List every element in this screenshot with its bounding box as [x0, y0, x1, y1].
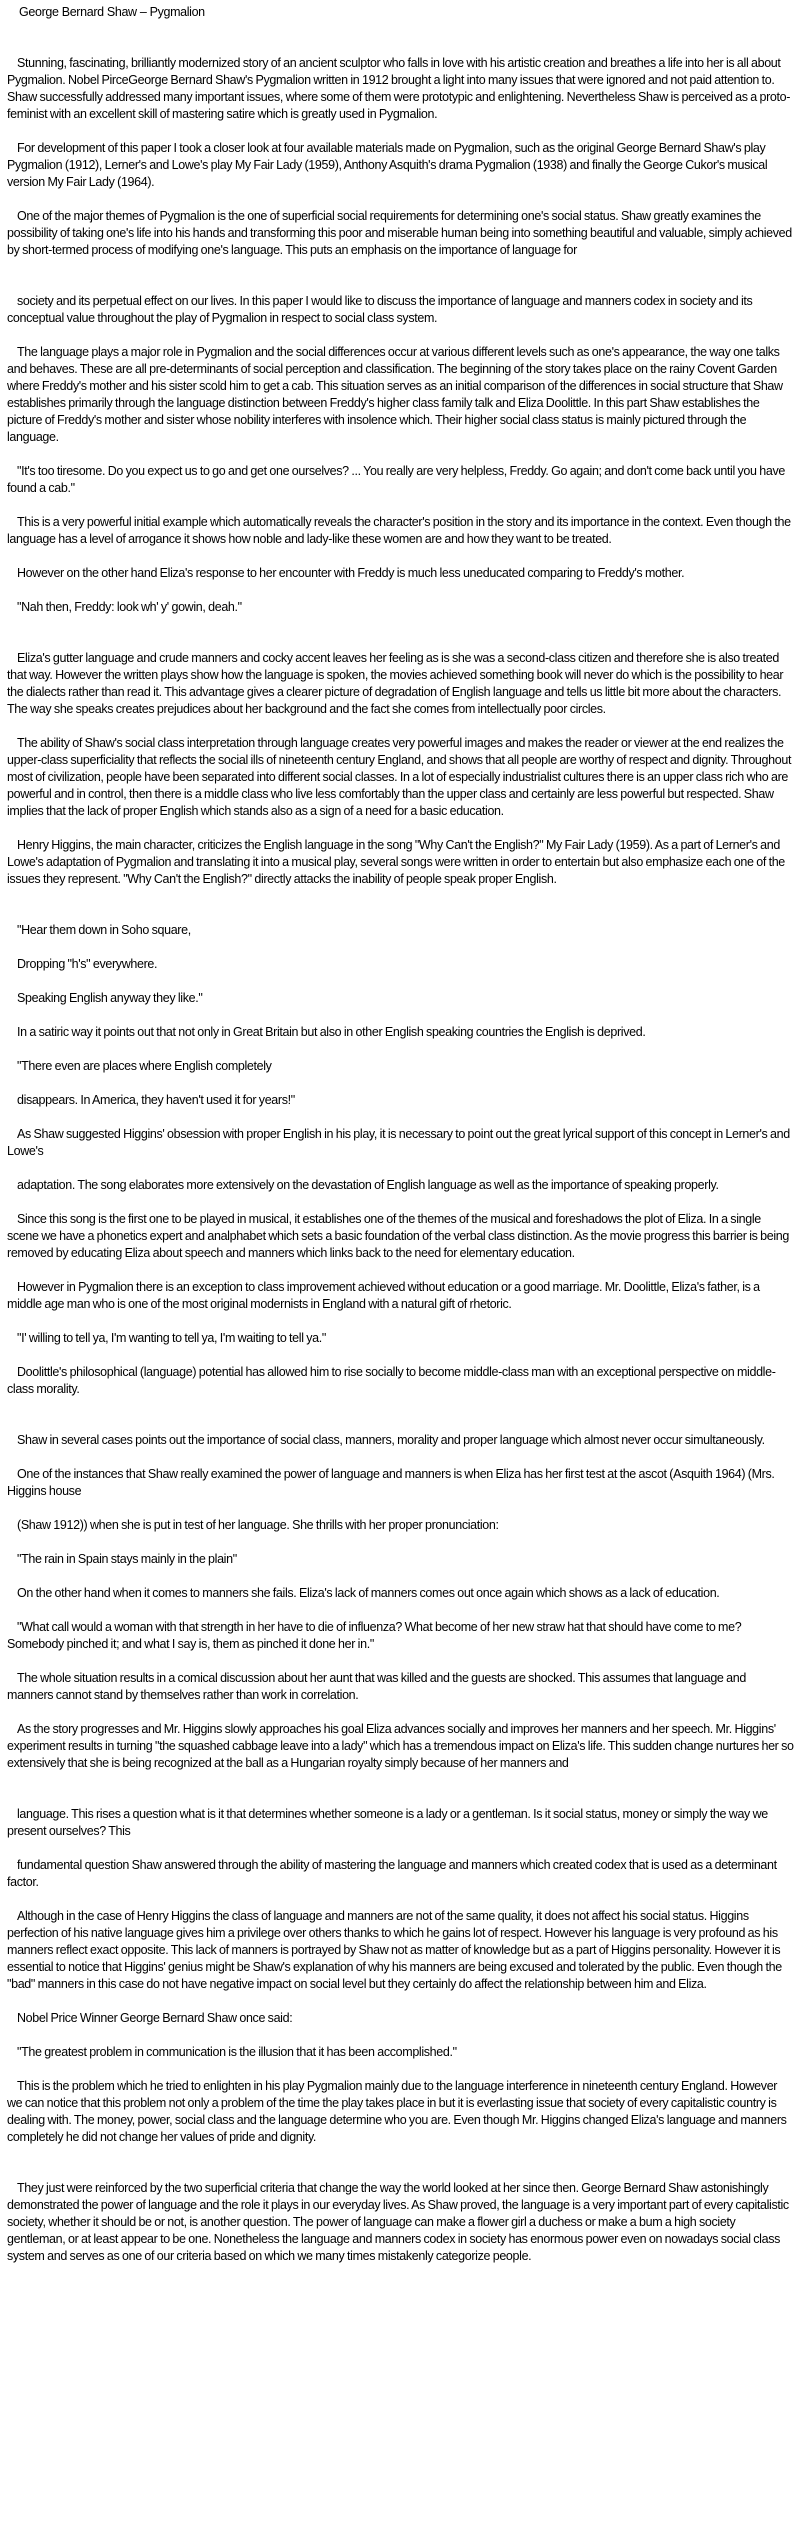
quote: "The greatest problem in communication is the illusion that it has been accomplished."	[17, 2045, 457, 2059]
paragraph: Although in the case of Henry Higgins the class of language and manners are not of the same quality, it does not affect his social status. Higgins perfection of his native language gives him a privilege over others thanks to which he gains lot of respect. However his language is very profound as his manners reflect exact opposite. This lack of manners is portrayed by Shaw not as matter of knowledge but as a part of Higgins personality. However it is essential to notice that Higgins' genius might be Shaw's explanation of why his manners are being excused and tolerated by the public. Even though the "bad" manners in this case do not have negative impact on social level but they certainly do affect the relationship between him and Eliza.	[7, 1909, 782, 1991]
paragraph: They just were reinforced by the two superficial criteria that change the way the world looked at her since then. George Bernard Shaw astonishingly demonstrated the power of language and the role it plays in our everyday lives. As Shaw proved, the language is a very important part of every capitalistic society, whether it should be or not, is another question. The power of language can make a flower girl a duchess or make a bum a high society gentleman, or at least appear to be one. Nonetheless the language and manners codex in society has enormous power even on nowadays social class system and serves as one of our criteria based on which we many times mistakenly categorize people.	[7, 2181, 789, 2263]
paragraph: One of the major themes of Pygmalion is the one of superficial social requirements for determining one's social status. Shaw greatly examines the possibility of taking one's life into his hands and transforming this poor and miserable human being into something beautiful and valuable, simply achieved by short-termed process of modifying one's language. This puts an emphasis on the importance of language for	[7, 209, 792, 257]
paragraph: However on the other hand Eliza's response to her encounter with Freddy is much less uneducated comparing to Freddy's mother.	[17, 566, 685, 580]
paragraph: As the story progresses and Mr. Higgins slowly approaches his goal Eliza advances socially and improves her manners and her speech. Mr. Higgins' experiment results in turning "the squashed cabbage leave into a lady" which has a tremendous impact on Eliza's life. This sudden change nurtures her so extensively that she is being recognized at the ball as a Hungarian royalty simply because of her manners and	[7, 1722, 794, 1770]
paragraph: The language plays a major role in Pygmalion and the social differences occur at various different levels such as one's appearance, the way one talks and behaves. These are all pre-determinants of social perception and classification. The beginning of the story takes place on the rainy Covent Garden where Freddy's mother and his sister scold him to get a cab. This situation serves as an initial comparison of the differences in social structure that Shaw establishes primarily through the language distinction between Freddy's higher class family talk and Eliza Doolittle. In this part Shaw establishes the picture of Freddy's mother and sister whose nobility interferes with insolence which. Their higher social class status is mainly pictured through the language.	[7, 345, 783, 444]
paragraph: language. This rises a question what is it that determines whether someone is a lady or a gentleman. Is it social status, money or simply the way we present ourselves? This	[7, 1807, 768, 1838]
paragraph: As Shaw suggested Higgins' obsession with proper English in his play, it is necessary to point out the great lyrical support of this concept in Lerner's and Lowe's	[7, 1127, 790, 1158]
paragraph: adaptation. The song elaborates more extensively on the devastation of English language as well as the importance of speaking properly.	[17, 1178, 719, 1192]
paragraph: This is a very powerful initial example which automatically reveals the character's position in the story and its importance in the context. Even though the language has a level of arrogance it shows how noble and lady-like these women are and how they want to be treated.	[7, 515, 791, 546]
quote: "Hear them down in Soho square,	[17, 923, 191, 937]
paragraph: In a satiric way it points out that not only in Great Britain but also in other English speaking countries the English is deprived.	[17, 1025, 646, 1039]
quote: "It's too tiresome. Do you expect us to go and get one ourselves? ... You really are very helpless, Freddy. Go again; and don't come back until you have found a cab."	[7, 464, 785, 495]
paragraph: Eliza's gutter language and crude manners and cocky accent leaves her feeling as is she was a second-class citizen and therefore she is also treated that way. However the written plays show how the language is spoken, the movies achieved something book will never do which is the possibility to hear the dialects rather than read it. This advantage gives a clearer picture of degradation of English language and tells us little bit more about the characters. The way she speaks creates prejudices about her background and the fact she comes from intellectually poor circles.	[7, 651, 784, 716]
quote: Speaking English anyway they like."	[17, 991, 203, 1005]
paragraph: The ability of Shaw's social class interpretation through language creates very powerful images and makes the reader or viewer at the end realizes the upper-class superficiality that reflects the social ills of nineteenth century England, and shows that all people are worthy of respect and dignity. Throughout most of civilization, people have been separated into different social classes. In a lot of especially industrialist cultures there is an upper class rich who are powerful and in control, then there is a middle class who live less comfortably than the upper class and certainly are less powerful but respected. Shaw implies that the lack of proper English which stands also as a sign of a need for a basic education.	[7, 736, 792, 818]
paragraph: Nobel Price Winner George Bernard Shaw once said:	[17, 2011, 293, 2025]
paragraph: On the other hand when it comes to manners she fails. Eliza's lack of manners comes out once again which shows as a lack of education.	[17, 1586, 720, 1600]
document-title: George Bernard Shaw – Pygmalion	[19, 5, 205, 19]
paragraph: (Shaw 1912)) when she is put in test of her language. She thrills with her proper pronunciation:	[17, 1518, 499, 1532]
paragraph: This is the problem which he tried to enlighten in his play Pygmalion mainly due to the language interference in nineteenth century England. However we can notice that this problem not only a problem of the time the play takes place in but it is everlasting issue that society of every capitalistic country is dealing with. The money, power, social class and the language determine who you are. Even though Mr. Higgins changed Eliza's language and manners completely he did not change her values of pride and dignity.	[7, 2079, 787, 2144]
paragraph: Henry Higgins, the main character, criticizes the English language in the song "Why Can't the English?" My Fair Lady (1959). As a part of Lerner's and Lowe's adaptation of Pygmalion and translating it into a musical play, several songs were written in order to entertain but also emphasize each one of the issues they represent. "Why Can't the English?" directly attacks the inability of people speak proper English.	[7, 838, 785, 886]
paragraph: Since this song is the first one to be played in musical, it establishes one of the themes of the musical and foreshadows the plot of Eliza. In a single scene we have a phonetics expert and analphabet which sets a basic foundation of the verbal class distinction. As the movie progress this barrier is being removed by educating Eliza about speech and manners which links back to the need for elementary education.	[7, 1212, 790, 1260]
quote: "What call would a woman with that strength in her have to die of influenza? What become of her new straw hat that should have come to me? Somebody pinched it; and what I say is, them as pinched it done her in."	[7, 1620, 742, 1651]
paragraph: The whole situation results in a comical discussion about her aunt that was killed and the guests are shocked. This assumes that language and manners cannot stand by themselves rather than work in correlation.	[7, 1671, 746, 1702]
paragraph: society and its perpetual effect on our lives. In this paper I would like to discuss the importance of language and manners codex in society and its conceptual value throughout the play of Pygmalion in respect to social class system.	[7, 294, 753, 325]
quote: "I' willing to tell ya, I'm wanting to tell ya, I'm waiting to tell ya."	[17, 1331, 326, 1345]
paragraph: Shaw in several cases points out the importance of social class, manners, morality and proper language which almost never occur simultaneously.	[17, 1433, 765, 1447]
paragraph: Stunning, fascinating, brilliantly modernized story of an ancient sculptor who falls in love with his artistic creation and breathes a life into her is all about Pygmalion. Nobel PirceGeorge Bernard Shaw's Pygmalion written in 1912 brought a light into many issues that were ignored and not paid attention to. Shaw successfully addressed many important issues, where some of them were prototypic and enlightening. Nevertheless Shaw is perceived as a proto-feminist with an excellent skill of mastering satire which is greatly used in Pygmalion.	[7, 56, 791, 121]
paragraph: For development of this paper I took a closer look at four available materials made on Pygmalion, such as the original George Bernard Shaw's play Pygmalion (1912), Lerner's and Lowe's play My Fair Lady (1959), Anthony Asquith's drama Pygmalion (1938) and finally the George Cukor's musical version My Fair Lady (1964).	[7, 141, 768, 189]
quote: "There even are places where English completely	[17, 1059, 272, 1073]
quote: disappears. In America, they haven't used it for years!"	[17, 1093, 295, 1107]
quote: Dropping "h's" everywhere.	[17, 957, 158, 971]
paragraph: fundamental question Shaw answered through the ability of mastering the language and manners which created codex that is used as a determinant factor.	[7, 1858, 777, 1889]
quote: "Nah then, Freddy: look wh' y' gowin, deah."	[17, 600, 242, 614]
paragraph: Doolittle's philosophical (language) potential has allowed him to rise socially to become middle-class man with an exceptional perspective on middle-class morality.	[7, 1365, 776, 1396]
paragraph: One of the instances that Shaw really examined the power of language and manners is when Eliza has her first test at the ascot (Asquith 1964) (Mrs. Higgins house	[7, 1467, 775, 1498]
paragraph: However in Pygmalion there is an exception to class improvement achieved without education or a good marriage. Mr. Doolittle, Eliza's father, is a middle age man who is one of the most original modernists in England with a natural gift of rhetoric.	[7, 1280, 760, 1311]
quote: "The rain in Spain stays mainly in the plain"	[17, 1552, 237, 1566]
